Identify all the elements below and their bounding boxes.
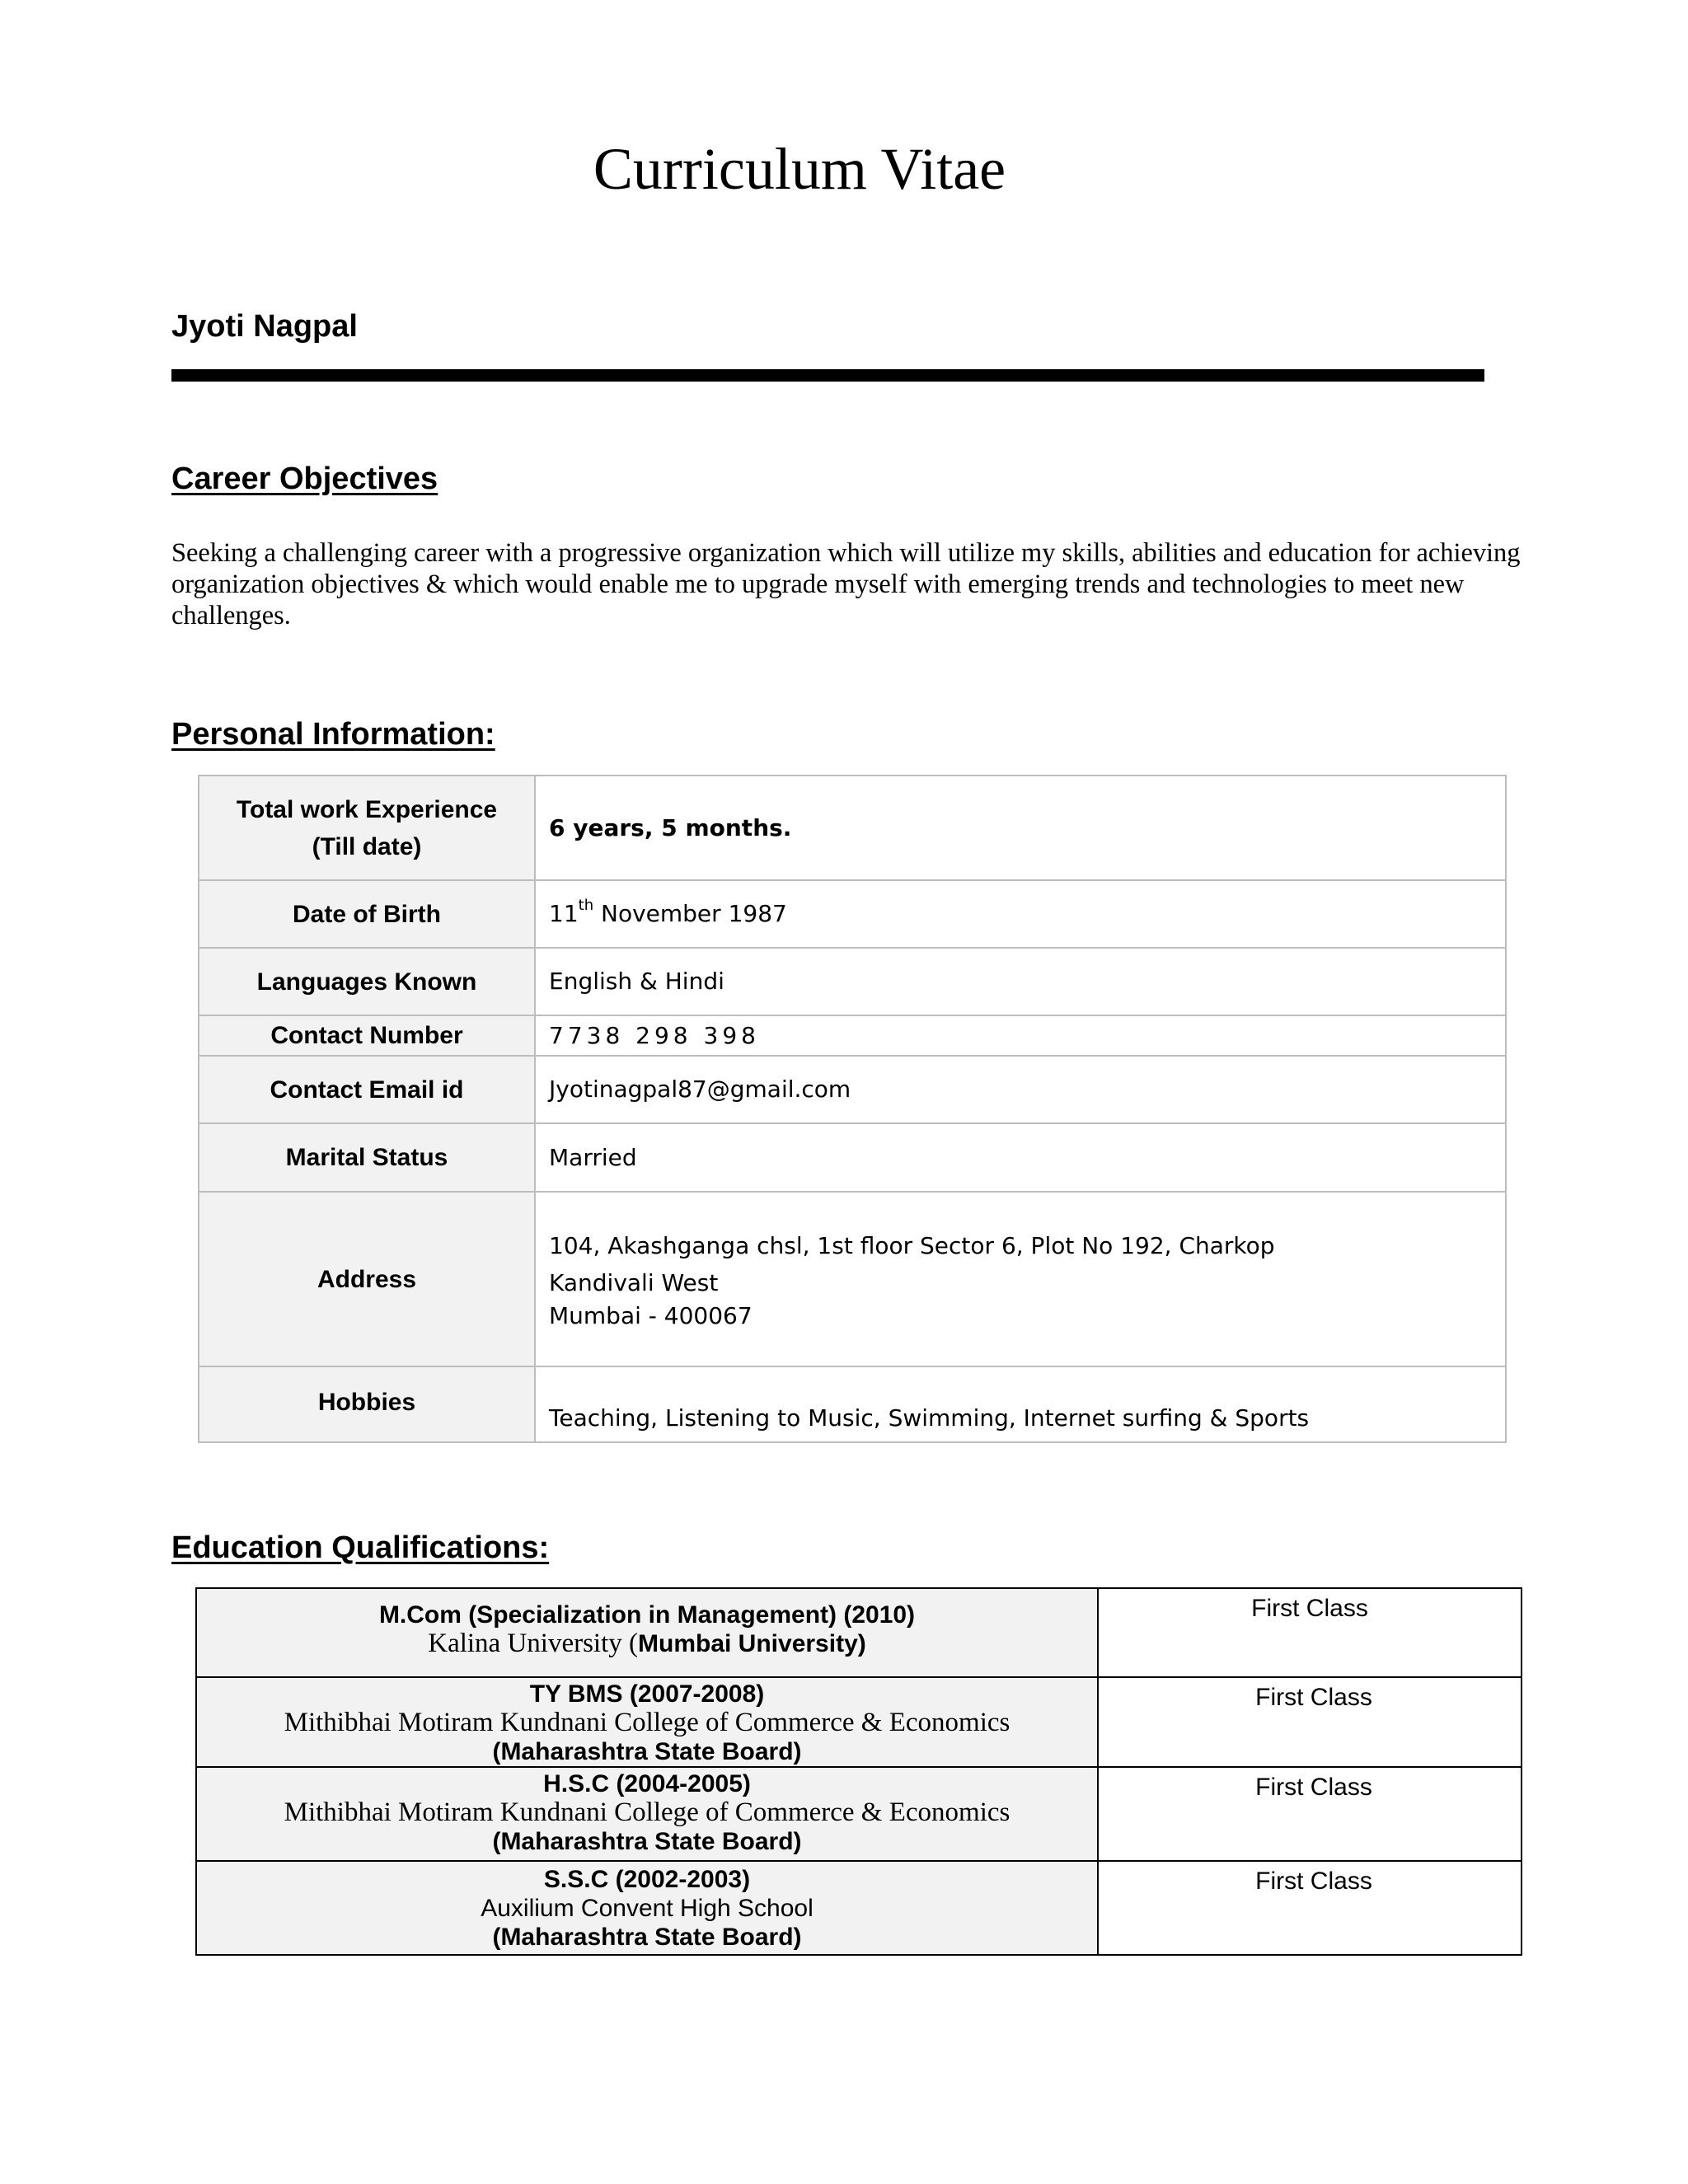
personal-information-heading: Personal Information: [171, 717, 495, 752]
name-divider [171, 369, 1484, 382]
table-row [199, 776, 1506, 880]
candidate-name: Jyoti Nagpal [171, 309, 358, 344]
email-value: Jyotinagpal87@gmail.com [535, 1056, 1506, 1123]
experience-label [199, 776, 535, 880]
table-row [199, 1056, 1506, 1123]
education-degree: S.S.C (2002-2003) [543, 1866, 751, 1893]
education-board: (Maharashtra State Board) [492, 1924, 802, 1951]
table-row [199, 1192, 1506, 1366]
address-line1: 104, Akashganga chsl, 1st floor Sector 6, Plot No 192, Charkop [549, 1232, 1275, 1259]
table-row [199, 1015, 1506, 1056]
education-institution: Mithibhai Motiram Kundnani College of Commerce & Economics [284, 1708, 1010, 1737]
hobbies-value: Teaching, Listening to Music, Swimming, Internet surfing & Sports [535, 1366, 1506, 1442]
address-line2: Kandivali West [549, 1269, 719, 1296]
education-degree: H.S.C (2004-2005) [543, 1770, 751, 1797]
dob-day-suffix: th [578, 897, 594, 914]
table-row [199, 1123, 1506, 1192]
address-line3: Mumbai - 400067 [549, 1302, 753, 1329]
education-institution: Kalina University (Mumbai University) [428, 1629, 866, 1658]
education-grade: First Class [1098, 1677, 1522, 1767]
education-institution: Auxilium Convent High School [481, 1895, 814, 1922]
education-qualification [196, 1588, 1098, 1677]
table-row [196, 1677, 1522, 1767]
table-row [196, 1861, 1522, 1955]
education-grade: First Class [1098, 1767, 1522, 1861]
education-board: (Maharashtra State Board) [492, 1828, 802, 1855]
education-qualification [196, 1767, 1098, 1861]
experience-label-line1: Total work Experience [236, 795, 498, 823]
career-objectives-text: Seeking a challenging career with a progressive organization which will utilize my skills, abilities and education for achieving organization objectives & which would enable me to upgrade myself with emerging trends and technologies to meet new challenges. [171, 538, 1521, 630]
table-row [196, 1767, 1522, 1861]
address-label: Address [199, 1192, 535, 1366]
career-objectives-heading: Career Objectives [171, 462, 438, 496]
dob-value [535, 880, 1506, 948]
education-board: (Maharashtra State Board) [492, 1738, 802, 1765]
table-row [196, 1588, 1522, 1677]
education-heading: Education Qualifications: [171, 1530, 550, 1565]
document-title: Curriculum Vitae [593, 136, 1006, 202]
experience-value: 6 years, 5 months. [535, 776, 1506, 880]
education-qualification [196, 1677, 1098, 1767]
dob-day: 11 [549, 900, 579, 927]
education-grade: First Class [1098, 1588, 1522, 1677]
table-row [199, 948, 1506, 1015]
marital-status-value: Married [535, 1123, 1506, 1192]
languages-value: English & Hindi [535, 948, 1506, 1015]
dob-month-year: November 1987 [593, 900, 787, 927]
email-label: Contact Email id [199, 1056, 535, 1123]
languages-label: Languages Known [199, 948, 535, 1015]
personal-information-table [198, 775, 1507, 1443]
experience-label-line2: (Till date) [312, 832, 422, 860]
contact-number-value: 7738 298 398 [535, 1015, 1506, 1056]
education-degree: TY BMS (2007-2008) [529, 1680, 765, 1708]
dob-label: Date of Birth [199, 880, 535, 948]
education-institution: Mithibhai Motiram Kundnani College of Commerce & Economics [284, 1797, 1010, 1827]
table-row [199, 880, 1506, 948]
education-table [195, 1587, 1522, 1956]
education-qualification [196, 1861, 1098, 1955]
marital-status-label: Marital Status [199, 1123, 535, 1192]
table-row [199, 1366, 1506, 1442]
hobbies-label: Hobbies [199, 1366, 535, 1442]
contact-number-label: Contact Number [199, 1015, 535, 1056]
education-grade: First Class [1098, 1861, 1522, 1955]
education-degree: M.Com (Specialization in Management) (2010) [378, 1601, 916, 1629]
address-value [535, 1192, 1506, 1366]
